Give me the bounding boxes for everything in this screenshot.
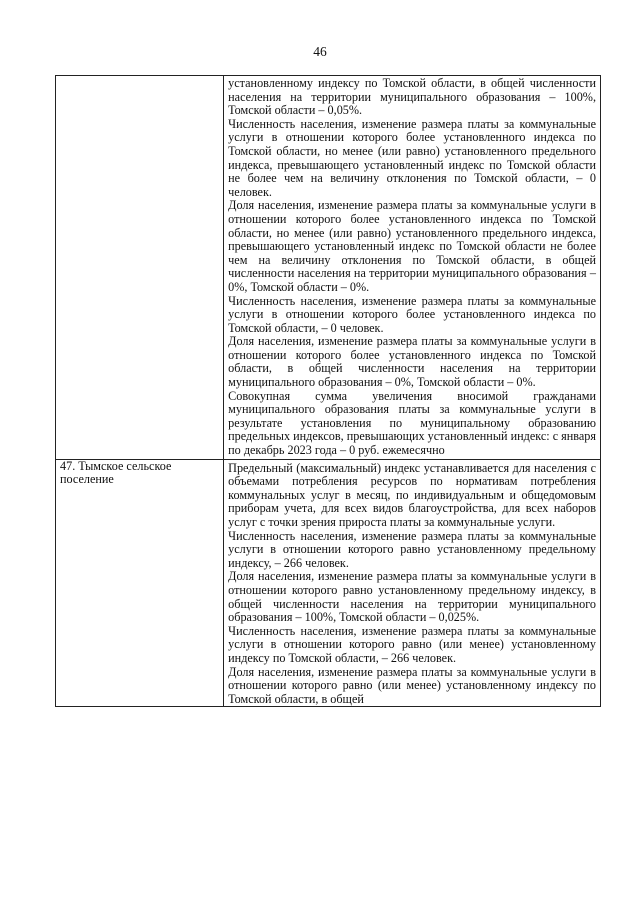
paragraph: Численность населения, изменение размера платы за коммунальные услуги в отношении которого равно (или менее) установленному индексу по Томской области, – 266 человек. [228,623,596,665]
page-number: 46 [313,44,327,59]
municipality-cell [56,76,224,460]
paragraph: Численность населения, изменение размера платы за коммунальные услуги в отношении которого равно установленному предельному индексу, – 266 человек. [228,528,596,570]
municipality-cell: 47. Тымское сельское поселение [56,459,224,707]
paragraph: Совокупная сумма увеличения вносимой гражданами муниципального образования платы за коммунальные услуги в результате установления по муниципальному образованию предельных индексов, превышающих установленный индекс: с января по декабрь 2023 года – 0 руб. ежемесячно [228,388,596,458]
paragraph: Доля населения, изменение размера платы за коммунальные услуги в отношении которого равно установленному предельному индексу, в общей численности населения на территории муниципального образования – 100%, Томской области – 0,025%. [228,569,596,625]
paragraph: Численность населения, изменение размера платы за коммунальные услуги в отношении которого более установленного индекса по Томской области, – 0 человек. [228,293,596,335]
table-row [56,76,601,460]
paragraph: Предельный (максимальный) индекс устанавливается для населения с объемами потребления ресурсов по нормативам потребления коммунальных услуг в месяц, по индивидуальным и общедомовым приборам учета, для всех видов благоустройства, для всех наборов услуг с точки зрения прироста платы за коммунальные услуги. [228,460,596,529]
paragraph: установленному индексу по Томской области, в общей численности населения на территории муниципального образования – 100%, Томской области – 0,05%. [228,76,596,118]
paragraph: Доля населения, изменение размера платы за коммунальные услуги в отношении которого равно (или менее) установленному индексу по Томской области, в общей [228,664,596,706]
indicators-cell [224,76,601,460]
paragraph: Доля населения, изменение размера платы за коммунальные услуги в отношении которого более установленного индекса по Томской области, но менее (или равно) установленного предельного индекса, превышающего установленный индекс по Томской области не более чем на величину отклонения по Томской области, в общей численности населения на территории муниципального образования – 0%, Томской области – 0%. [228,198,596,294]
paragraph: Численность населения, изменение размера платы за коммунальные услуги в отношении которого более установленного индекса по Томской области, но менее (или равно) установленного предельного индекса, превышающего установленный индекс по Томской области не более чем на величину отклонения по Томской области, – 0 человек. [228,116,596,199]
indicators-cell [224,459,601,707]
table-row [56,459,601,707]
document-table [55,75,601,707]
paragraph: Доля населения, изменение размера платы за коммунальные услуги в отношении которого более установленного индекса по Томской области, в общей численности населения на территории муниципального образования – 0%, Томской области – 0%. [228,334,596,390]
